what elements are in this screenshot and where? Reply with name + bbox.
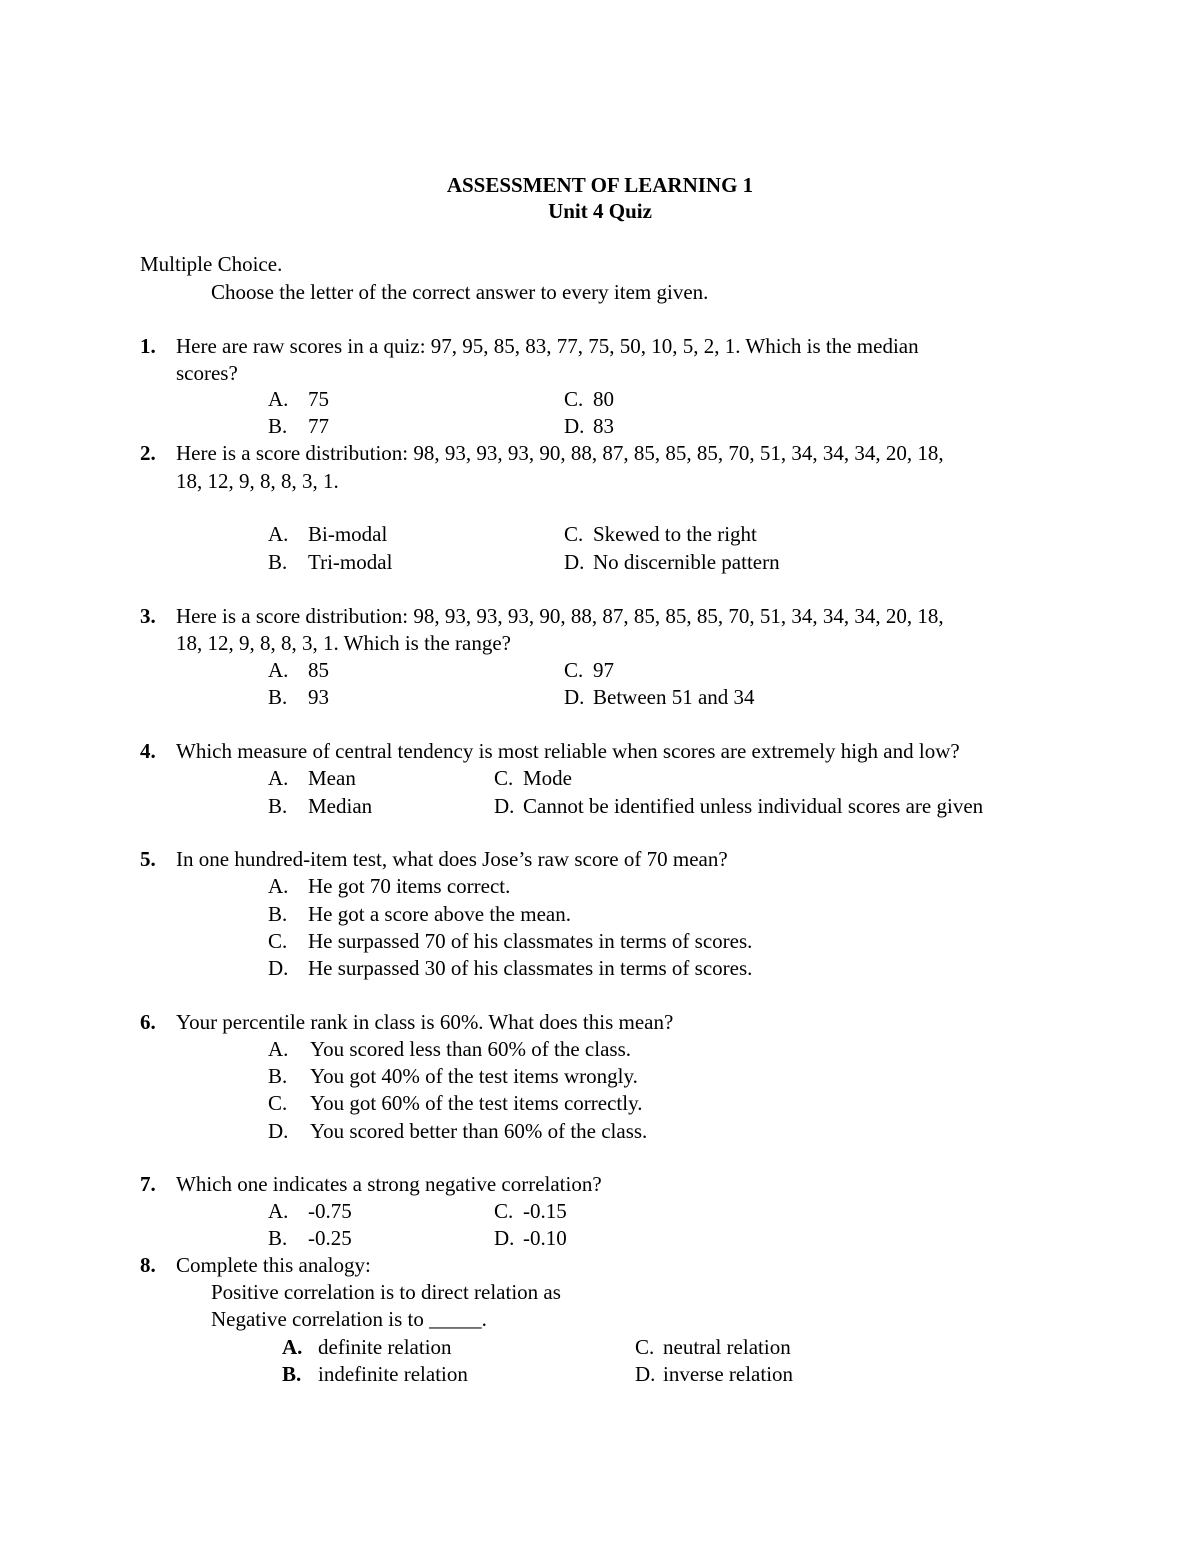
choice-text: 80 bbox=[593, 387, 614, 411]
choice-letter: C. bbox=[268, 929, 288, 953]
choice-text: Median bbox=[308, 794, 373, 818]
choice-letter: A. bbox=[268, 522, 289, 546]
choice-text: inverse relation bbox=[663, 1362, 794, 1386]
choice-text: definite relation bbox=[318, 1335, 452, 1359]
question-text: Positive correlation is to direct relation as bbox=[211, 1280, 561, 1304]
question-number: 4. bbox=[140, 739, 156, 763]
choice-text: He surpassed 30 of his classmates in terms of scores. bbox=[308, 956, 753, 980]
choice-letter: D. bbox=[564, 414, 585, 438]
choice-letter: C. bbox=[494, 766, 514, 790]
question-number: 2. bbox=[140, 441, 156, 465]
choice-letter: A. bbox=[268, 387, 289, 411]
choice-letter: C. bbox=[494, 1199, 514, 1223]
question-number: 6. bbox=[140, 1010, 156, 1034]
choice-text: -0.75 bbox=[308, 1199, 352, 1223]
choice-text: -0.25 bbox=[308, 1226, 352, 1250]
question-number: 5. bbox=[140, 847, 156, 871]
question-text: Negative correlation is to _____. bbox=[211, 1307, 487, 1331]
choice-text: indefinite relation bbox=[318, 1362, 468, 1386]
question-text: Which measure of central tendency is most reliable when scores are extremely high and low? bbox=[176, 739, 960, 763]
question-text: scores? bbox=[176, 361, 238, 385]
choice-letter: A. bbox=[268, 658, 289, 682]
question-number: 3. bbox=[140, 604, 156, 628]
choice-letter: B. bbox=[268, 1226, 288, 1250]
choice-letter: D. bbox=[268, 956, 289, 980]
choice-letter: C. bbox=[564, 522, 584, 546]
choice-text: Cannot be identified unless individual scores are given bbox=[523, 794, 984, 818]
choice-text: You got 40% of the test items wrongly. bbox=[310, 1064, 638, 1088]
choice-text: You scored better than 60% of the class. bbox=[310, 1119, 648, 1143]
choice-text: 75 bbox=[308, 387, 329, 411]
question-text: In one hundred-item test, what does Jose’s raw score of 70 mean? bbox=[176, 847, 728, 871]
question-text: Your percentile rank in class is 60%. What does this mean? bbox=[176, 1010, 674, 1034]
choice-text: He got 70 items correct. bbox=[308, 874, 511, 898]
question-text: Complete this analogy: bbox=[176, 1253, 371, 1277]
choice-letter: C. bbox=[268, 1091, 288, 1115]
choice-text: 97 bbox=[593, 658, 614, 682]
choice-text: Between 51 and 34 bbox=[593, 685, 755, 709]
page-title: ASSESSMENT OF LEARNING 1 bbox=[446, 173, 754, 197]
choice-letter: A. bbox=[268, 766, 289, 790]
choice-letter: B. bbox=[268, 902, 288, 926]
choice-text: Tri-modal bbox=[308, 550, 393, 574]
choice-letter: B. bbox=[268, 794, 288, 818]
choice-text: 83 bbox=[593, 414, 614, 438]
choice-letter: D. bbox=[494, 794, 515, 818]
choice-text: 93 bbox=[308, 685, 329, 709]
choice-text: No discernible pattern bbox=[593, 550, 780, 574]
choice-letter: B. bbox=[268, 550, 288, 574]
choice-text: He surpassed 70 of his classmates in terms of scores. bbox=[308, 929, 753, 953]
choice-letter: A. bbox=[282, 1335, 303, 1359]
choice-letter: B. bbox=[268, 414, 288, 438]
choice-letter: B. bbox=[268, 1064, 288, 1088]
choice-text: 77 bbox=[308, 414, 329, 438]
choice-letter: C. bbox=[635, 1335, 655, 1359]
question-text: 18, 12, 9, 8, 8, 3, 1. Which is the range? bbox=[176, 631, 511, 655]
choice-text: -0.15 bbox=[523, 1199, 567, 1223]
question-text: Here is a score distribution: 98, 93, 93, 93, 90, 88, 87, 85, 85, 85, 70, 51, 34, 34, 34, 20, 18, bbox=[176, 441, 944, 465]
instructions-text: Choose the letter of the correct answer to every item given. bbox=[211, 280, 709, 304]
choice-letter: D. bbox=[635, 1362, 656, 1386]
choice-text: Bi-modal bbox=[308, 522, 388, 546]
choice-text: 85 bbox=[308, 658, 329, 682]
question-number: 8. bbox=[140, 1253, 156, 1277]
choice-text: Mean bbox=[308, 766, 356, 790]
choice-text: Mode bbox=[523, 766, 572, 790]
instructions-heading: Multiple Choice. bbox=[140, 252, 283, 276]
choice-letter: D. bbox=[268, 1119, 289, 1143]
choice-letter: B. bbox=[282, 1362, 302, 1386]
question-text: 18, 12, 9, 8, 8, 3, 1. bbox=[176, 469, 339, 493]
question-text: Here is a score distribution: 98, 93, 93, 93, 90, 88, 87, 85, 85, 85, 70, 51, 34, 34, 34, 20, 18, bbox=[176, 604, 944, 628]
choice-letter: C. bbox=[564, 658, 584, 682]
choice-letter: C. bbox=[564, 387, 584, 411]
choice-text: You got 60% of the test items correctly. bbox=[310, 1091, 643, 1115]
question-text: Here are raw scores in a quiz: 97, 95, 85, 83, 77, 75, 50, 10, 5, 2, 1. Which is the median bbox=[176, 334, 919, 358]
page-subtitle: Unit 4 Quiz bbox=[548, 199, 652, 223]
choice-letter: A. bbox=[268, 874, 289, 898]
question-number: 7. bbox=[140, 1172, 156, 1196]
choice-letter: A. bbox=[268, 1037, 289, 1061]
choice-text: You scored less than 60% of the class. bbox=[310, 1037, 631, 1061]
question-number: 1. bbox=[140, 334, 156, 358]
choice-letter: D. bbox=[494, 1226, 515, 1250]
choice-text: neutral relation bbox=[663, 1335, 791, 1359]
choice-letter: B. bbox=[268, 685, 288, 709]
choice-text: He got a score above the mean. bbox=[308, 902, 571, 926]
choice-text: -0.10 bbox=[523, 1226, 567, 1250]
choice-text: Skewed to the right bbox=[593, 522, 757, 546]
question-text: Which one indicates a strong negative correlation? bbox=[176, 1172, 602, 1196]
choice-letter: A. bbox=[268, 1199, 289, 1223]
choice-letter: D. bbox=[564, 550, 585, 574]
choice-letter: D. bbox=[564, 685, 585, 709]
